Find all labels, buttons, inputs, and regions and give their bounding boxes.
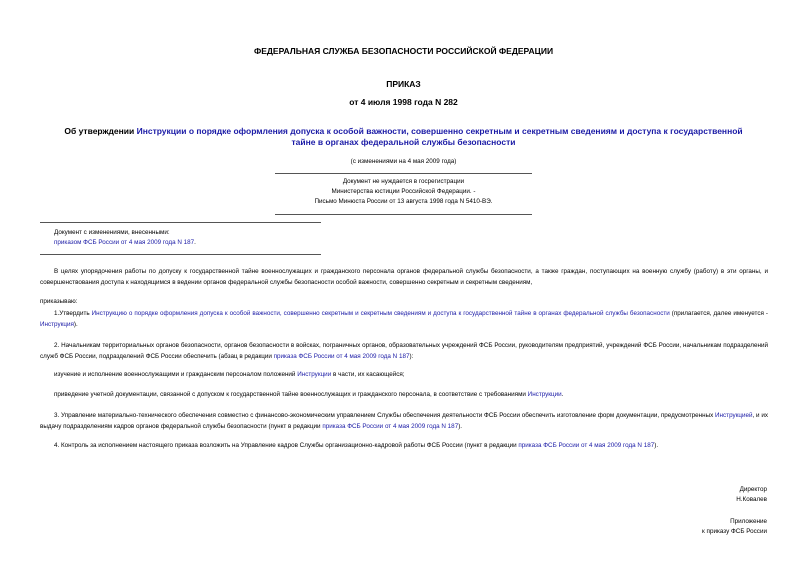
changes-end: . (194, 239, 196, 246)
divider (40, 254, 321, 255)
p1-end: ). (73, 320, 78, 328)
p3-instruction-link[interactable]: Инструкцией (715, 412, 753, 419)
p1-instruction-link[interactable]: Инструкцию о порядке оформления допуска к особой важности, совершенно секретным и секретным сведениям и доступа к государственной тайне в органах федеральной службы безопасности (91, 310, 670, 317)
intro-paragraph: В целях упорядочения работы по допуску к государственной тайне военнослужащих и гражданского персонала органов федеральной службы безопасности, а также граждан, поступающих на военную службу (работу) в эти органы, и совершенствования доступа к находящимся в ведении органов федеральной службы безопасности особой важности, совершенно секретным и секретным сведениям, (40, 268, 768, 286)
signature-block (736, 485, 767, 504)
p3-text: 3. Управление материально-технического обеспечения совместно с финансово-экономическим управлением Службы обеспечения деятельности ФСБ России обеспечить изготовление форм документации, предусмотренных (54, 412, 716, 419)
appendix-label: Приложение (730, 518, 767, 525)
title-prefix: Об утверждении (64, 126, 137, 136)
p1-text-post: (прилагается, далее именуется - (669, 310, 768, 317)
p2b-end: . (561, 391, 564, 398)
paragraph-2b (40, 390, 768, 401)
p2a-end: в части, их касающейся; (331, 371, 405, 378)
p1-instruction-link-short[interactable]: Инструкция (40, 320, 74, 328)
p1-text: 1.Утвердить (54, 310, 92, 317)
p3-order-link[interactable]: приказа ФСБ России от 4 мая 2009 года N 187 (322, 422, 459, 430)
signer-name: Н.Ковалев (736, 495, 767, 503)
p2b-instruction-link[interactable]: Инструкции (527, 391, 562, 398)
p4-end: ). (654, 442, 659, 449)
registration-line-3: Письмо Минюста России от 13 августа 1998 года N 5410-ВЭ. (314, 198, 493, 205)
paragraph-4 (40, 441, 768, 452)
appendix-block (702, 517, 767, 536)
p3-text-mid: , и их выдачу подразделениям кадров органов федеральной службы безопасности (пункт в редакции (40, 412, 769, 430)
divider (275, 214, 532, 215)
order-word: приказываю: (40, 298, 78, 305)
appendix-ref: к приказу ФСБ России (702, 527, 767, 535)
agency-title: ФЕДЕРАЛЬНАЯ СЛУЖБА БЕЗОПАСНОСТИ РОССИЙСКОЙ ФЕДЕРАЦИИ (253, 46, 554, 56)
changes-order-link[interactable]: приказом ФСБ России от 4 мая 2009 года N 187 (54, 239, 195, 246)
paragraph-3 (40, 411, 768, 432)
title-instruction-link-cont[interactable]: тайне в органах федеральной службы безопасности (291, 137, 516, 147)
p2-order-link[interactable]: приказа ФСБ России от 4 мая 2009 года N 187 (273, 352, 410, 360)
p2a-instruction-link[interactable]: Инструкции (297, 371, 332, 378)
paragraph-2 (40, 341, 768, 362)
doc-type: ПРИКАЗ (386, 79, 421, 89)
document-title (0, 126, 807, 148)
divider (40, 222, 321, 223)
p2b-text: приведение учетной документации, связанной с допуском к государственной тайне военнослужащих и гражданского персонала, в соответствие с требованиями (54, 391, 528, 398)
divider (275, 173, 532, 174)
changes-box (54, 228, 196, 248)
registration-line-2: Министерства юстиции Российской Федерации. - (331, 188, 476, 195)
amendment-note: (с изменениями на 4 мая 2009 года) (350, 158, 457, 165)
p2a-text: изучение и исполнение военнослужащими и гражданским персоналом положений (54, 371, 298, 378)
p2-end: ): (409, 352, 414, 360)
p4-text: 4. Контроль за исполнением настоящего приказа возложить на Управление кадров Службы организационно-кадровой работы ФСБ России (пункт в редакции (54, 442, 519, 449)
paragraph-1 (40, 309, 768, 330)
signer-position: Директор (739, 486, 767, 493)
changes-label: Документ с изменениями, внесенными: (54, 229, 170, 236)
p3-end: ). (458, 422, 463, 430)
title-instruction-link[interactable]: Инструкции о порядке оформления допуска к особой важности, совершенно секретным и секретным сведениям и доступа к государственной (136, 126, 743, 136)
registration-line-1: Документ не нуждается в госрегистрации (342, 178, 465, 185)
p2-text: 2. Начальникам территориальных органов безопасности, органов безопасности в войсках, пограничных органов, образовательных учреждений ФСБ России, руководителям предприятий, учреждений ФСБ России, начальникам подразделений служб ФСБ России, подразделений ФСБ России обеспечить (абзац в редакции (40, 342, 768, 360)
paragraph-2a (40, 370, 768, 381)
doc-date-number: от 4 июля 1998 года N 282 (349, 97, 458, 107)
p4-order-link[interactable]: приказа ФСБ России от 4 мая 2009 года N 187 (518, 442, 655, 449)
